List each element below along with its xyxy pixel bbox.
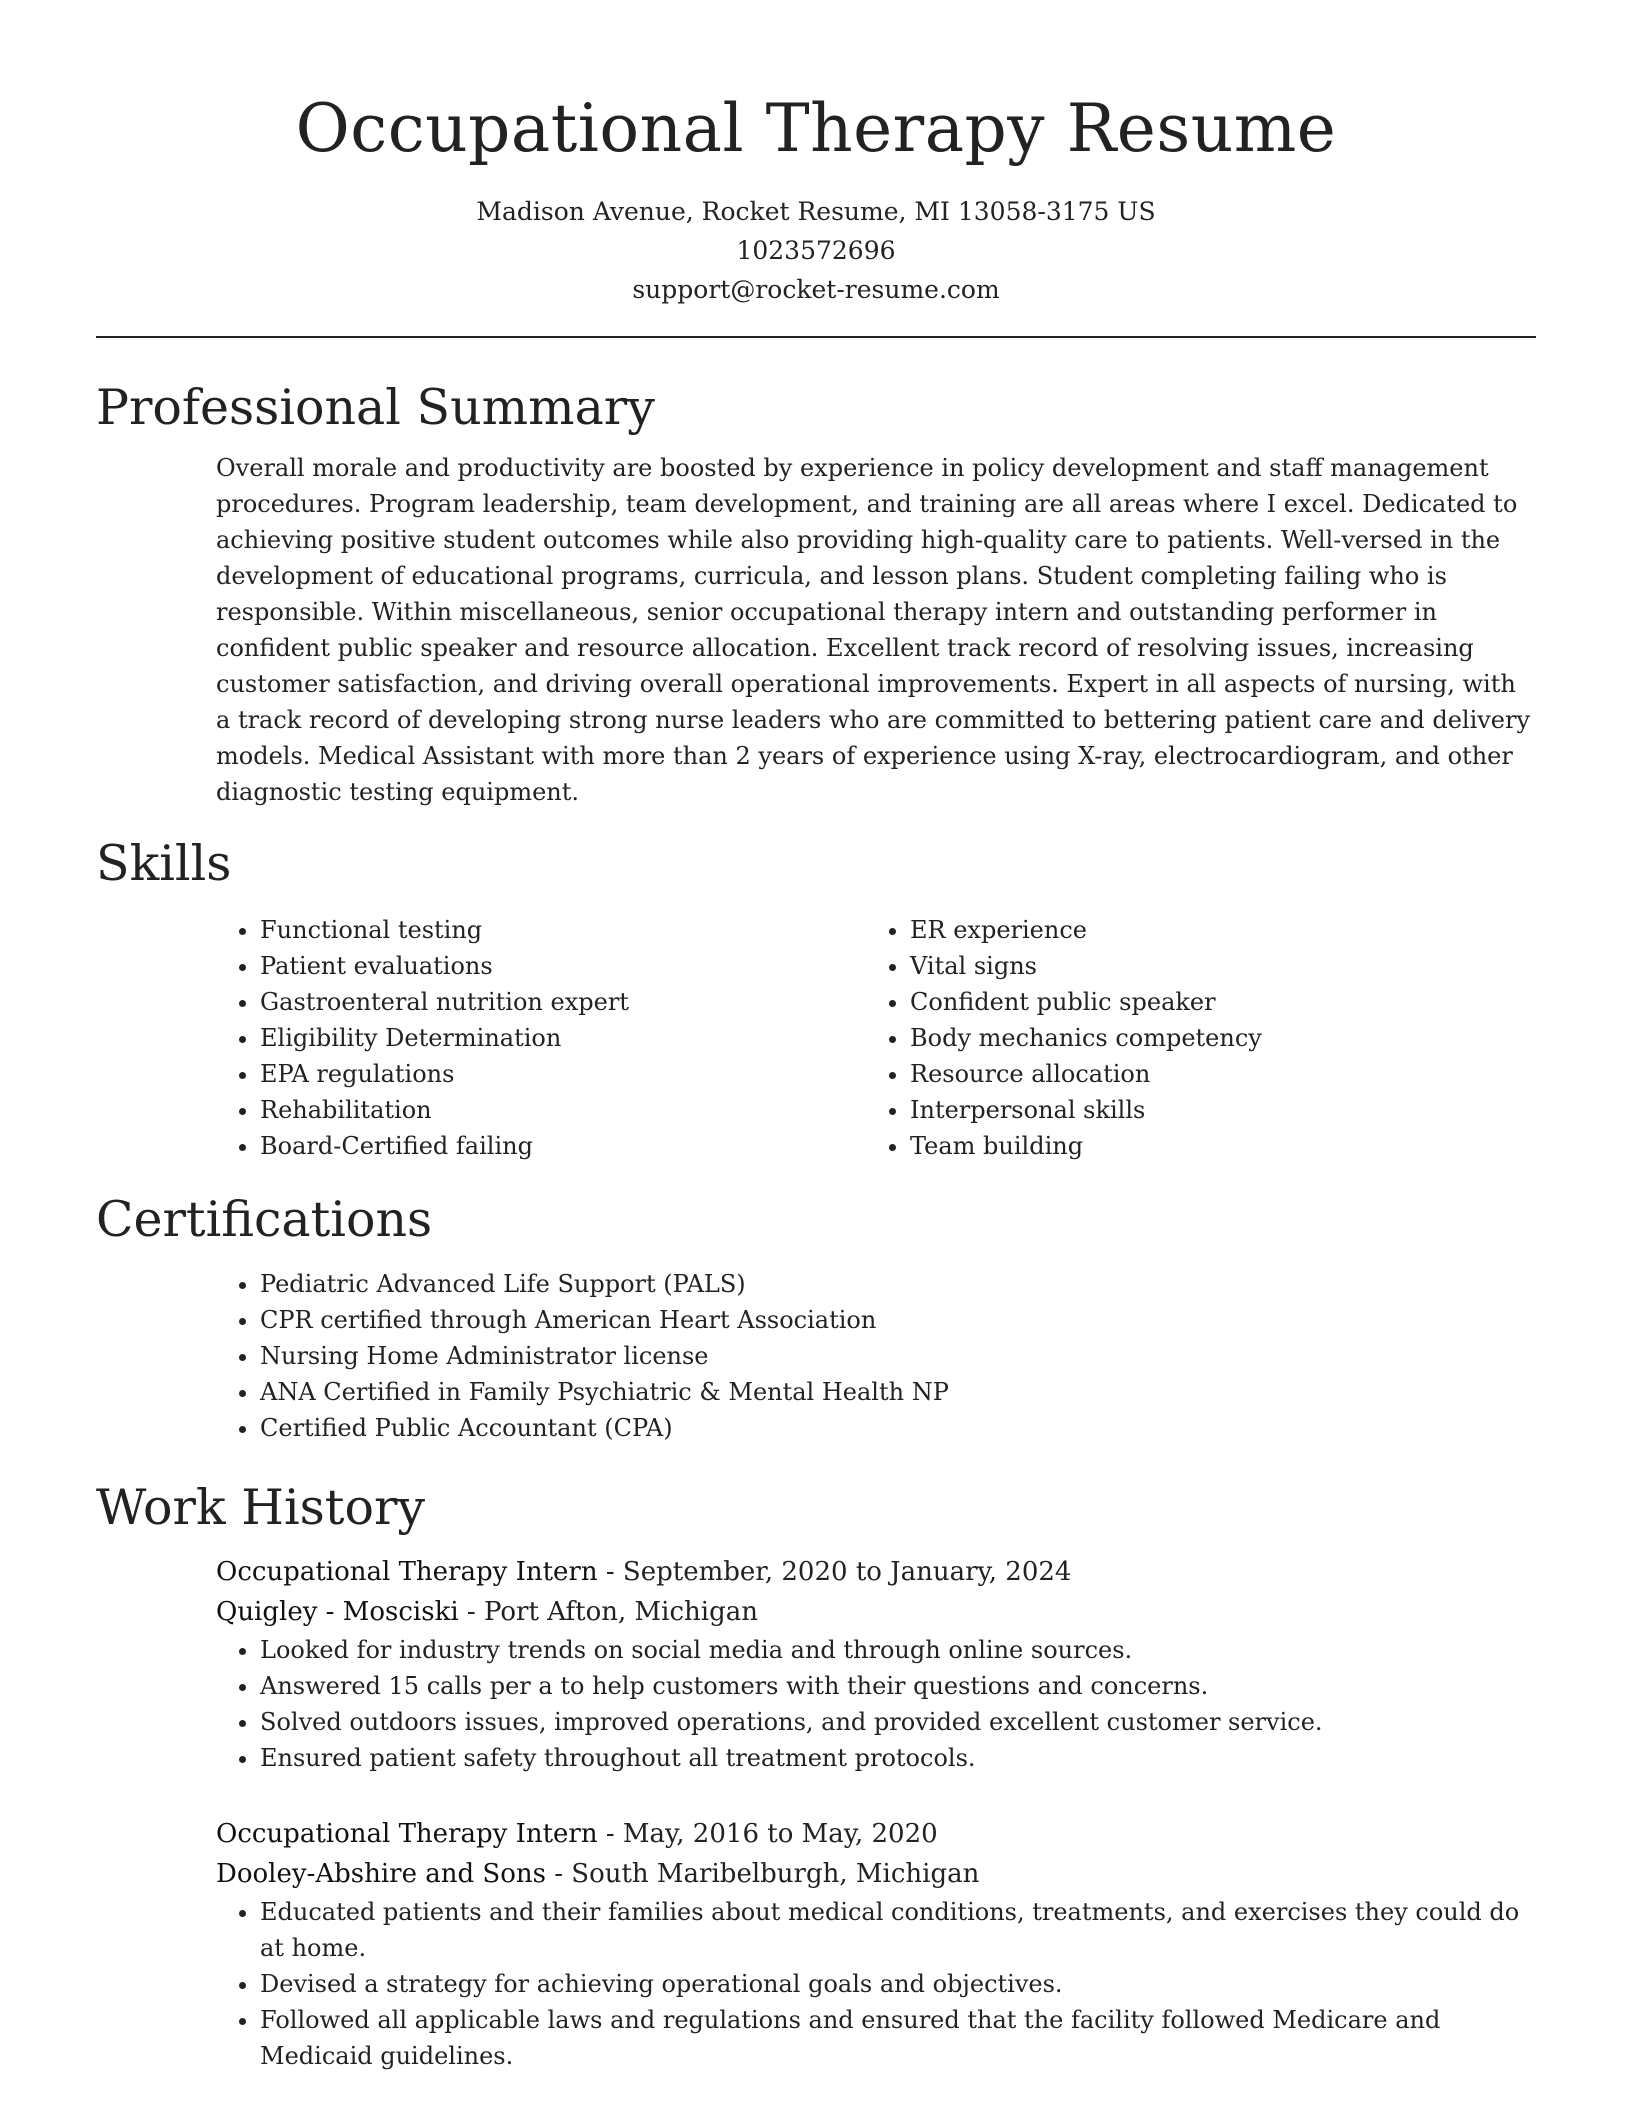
job-duties-list	[216, 1632, 1536, 1776]
job-entry	[216, 1814, 1536, 2074]
certification-item: • ANA Certified in Family Psychiatric & Mental Health NP	[260, 1374, 1536, 1410]
job-location: - South Maribelburgh, Michigan	[545, 1859, 980, 1889]
job-duties-list	[216, 1894, 1536, 2074]
certification-item: • Certified Public Accountant (CPA)	[260, 1410, 1536, 1446]
skills-heading: Skills	[96, 835, 232, 892]
certification-item: • Nursing Home Administrator license	[260, 1338, 1536, 1374]
contact-email: support@rocket-resume.com	[632, 275, 1000, 304]
skill-item: • Functional testing	[260, 912, 866, 948]
job-entry	[216, 1552, 1536, 1776]
skill-item: • Rehabilitation	[260, 1092, 866, 1128]
certifications-heading: Certifications	[96, 1191, 433, 1248]
job-location: - Port Afton, Michigan	[458, 1597, 758, 1627]
job-dates: - May, 2016 to May, 2020	[597, 1819, 938, 1849]
skill-item: • Resource allocation	[910, 1056, 1516, 1092]
skill-item: • Vital signs	[910, 948, 1516, 984]
skill-item: • Eligibility Determination	[260, 1020, 866, 1056]
skills-list-right	[866, 912, 1516, 1164]
job-duty-item: • Educated patients and their families about medical conditions, treatments, and exercises they could do at home.	[260, 1894, 1536, 1966]
resume-title: Occupational Therapy Resume	[295, 90, 1337, 167]
job-title-line	[216, 1552, 1536, 1592]
skill-item: • Gastroenteral nutrition expert	[260, 984, 866, 1020]
job-company: Dooley-Abshire and Sons	[216, 1859, 546, 1889]
skill-item: • Board-Certified failing	[260, 1128, 866, 1164]
skill-item: • Body mechanics competency	[910, 1020, 1516, 1056]
skills-list-left	[216, 912, 866, 1164]
job-company-line	[216, 1854, 1536, 1894]
header-divider	[96, 336, 1536, 338]
job-duty-item: • Solved outdoors issues, improved operations, and provided excellent customer service.	[260, 1704, 1536, 1740]
certifications-section	[216, 1266, 1536, 1446]
summary-text: Overall morale and productivity are boosted by experience in policy development and staff management procedures. Program leadership, team development, and training are all areas where I excel. Dedicated to achieving positive student outcomes while also providing high-quality care to patients. Well-versed in the development of educational programs, curricula, and lesson plans. Student completing failing who is responsible. Within miscellaneous, senior occupational therapy intern and outstanding performer in confident public speaker and resource allocation. Excellent track record of resolving issues, increasing customer satisfaction, and driving overall operational improvements. Expert in all aspects of nursing, with a track record of developing strong nurse leaders who are committed to bettering patient care and delivery models. Medical Assistant with more than 2 years of experience using X-ray, electrocardiogram, and other diagnostic testing equipment.	[216, 454, 1531, 806]
job-duty-item: • Ensured patient safety throughout all treatment protocols.	[260, 1740, 1536, 1776]
work-history-heading: Work History	[96, 1479, 426, 1536]
job-duty-item: • Looked for industry trends on social media and through online sources.	[260, 1632, 1536, 1668]
skills-column-right	[866, 912, 1516, 1164]
job-title-line	[216, 1814, 1536, 1854]
skill-item: • Interpersonal skills	[910, 1092, 1516, 1128]
job-role: Occupational Therapy Intern	[216, 1557, 598, 1587]
summary-section	[216, 450, 1536, 810]
job-company: Quigley - Mosciski	[216, 1597, 459, 1627]
work-history-section	[216, 1552, 1536, 2074]
skills-section	[216, 912, 1536, 1164]
contact-info	[96, 192, 1536, 309]
certifications-list	[216, 1266, 1536, 1446]
skill-item: • EPA regulations	[260, 1056, 866, 1092]
skill-item: • Confident public speaker	[910, 984, 1516, 1020]
job-duty-item: • Devised a strategy for achieving operational goals and objectives.	[260, 1966, 1536, 2002]
resume-page	[96, 0, 1536, 2074]
job-duty-item: • Answered 15 calls per a to help customers with their questions and concerns.	[260, 1668, 1536, 1704]
job-role: Occupational Therapy Intern	[216, 1819, 598, 1849]
skill-item: • Team building	[910, 1128, 1516, 1164]
contact-address: Madison Avenue, Rocket Resume, MI 13058-3175 US	[476, 197, 1156, 226]
skill-item: • Patient evaluations	[260, 948, 866, 984]
certification-item: • Pediatric Advanced Life Support (PALS)	[260, 1266, 1536, 1302]
contact-phone: 1023572696	[736, 236, 896, 265]
certification-item: • CPR certified through American Heart Association	[260, 1302, 1536, 1338]
skills-column-left	[216, 912, 866, 1164]
skill-item: • ER experience	[910, 912, 1516, 948]
summary-heading: Professional Summary	[96, 379, 655, 436]
job-duty-item: • Followed all applicable laws and regulations and ensured that the facility followed Medicare and Medicaid guidelines.	[260, 2002, 1536, 2074]
job-company-line	[216, 1592, 1536, 1632]
resume-header	[96, 0, 1536, 309]
job-dates: - September, 2020 to January, 2024	[597, 1557, 1072, 1587]
